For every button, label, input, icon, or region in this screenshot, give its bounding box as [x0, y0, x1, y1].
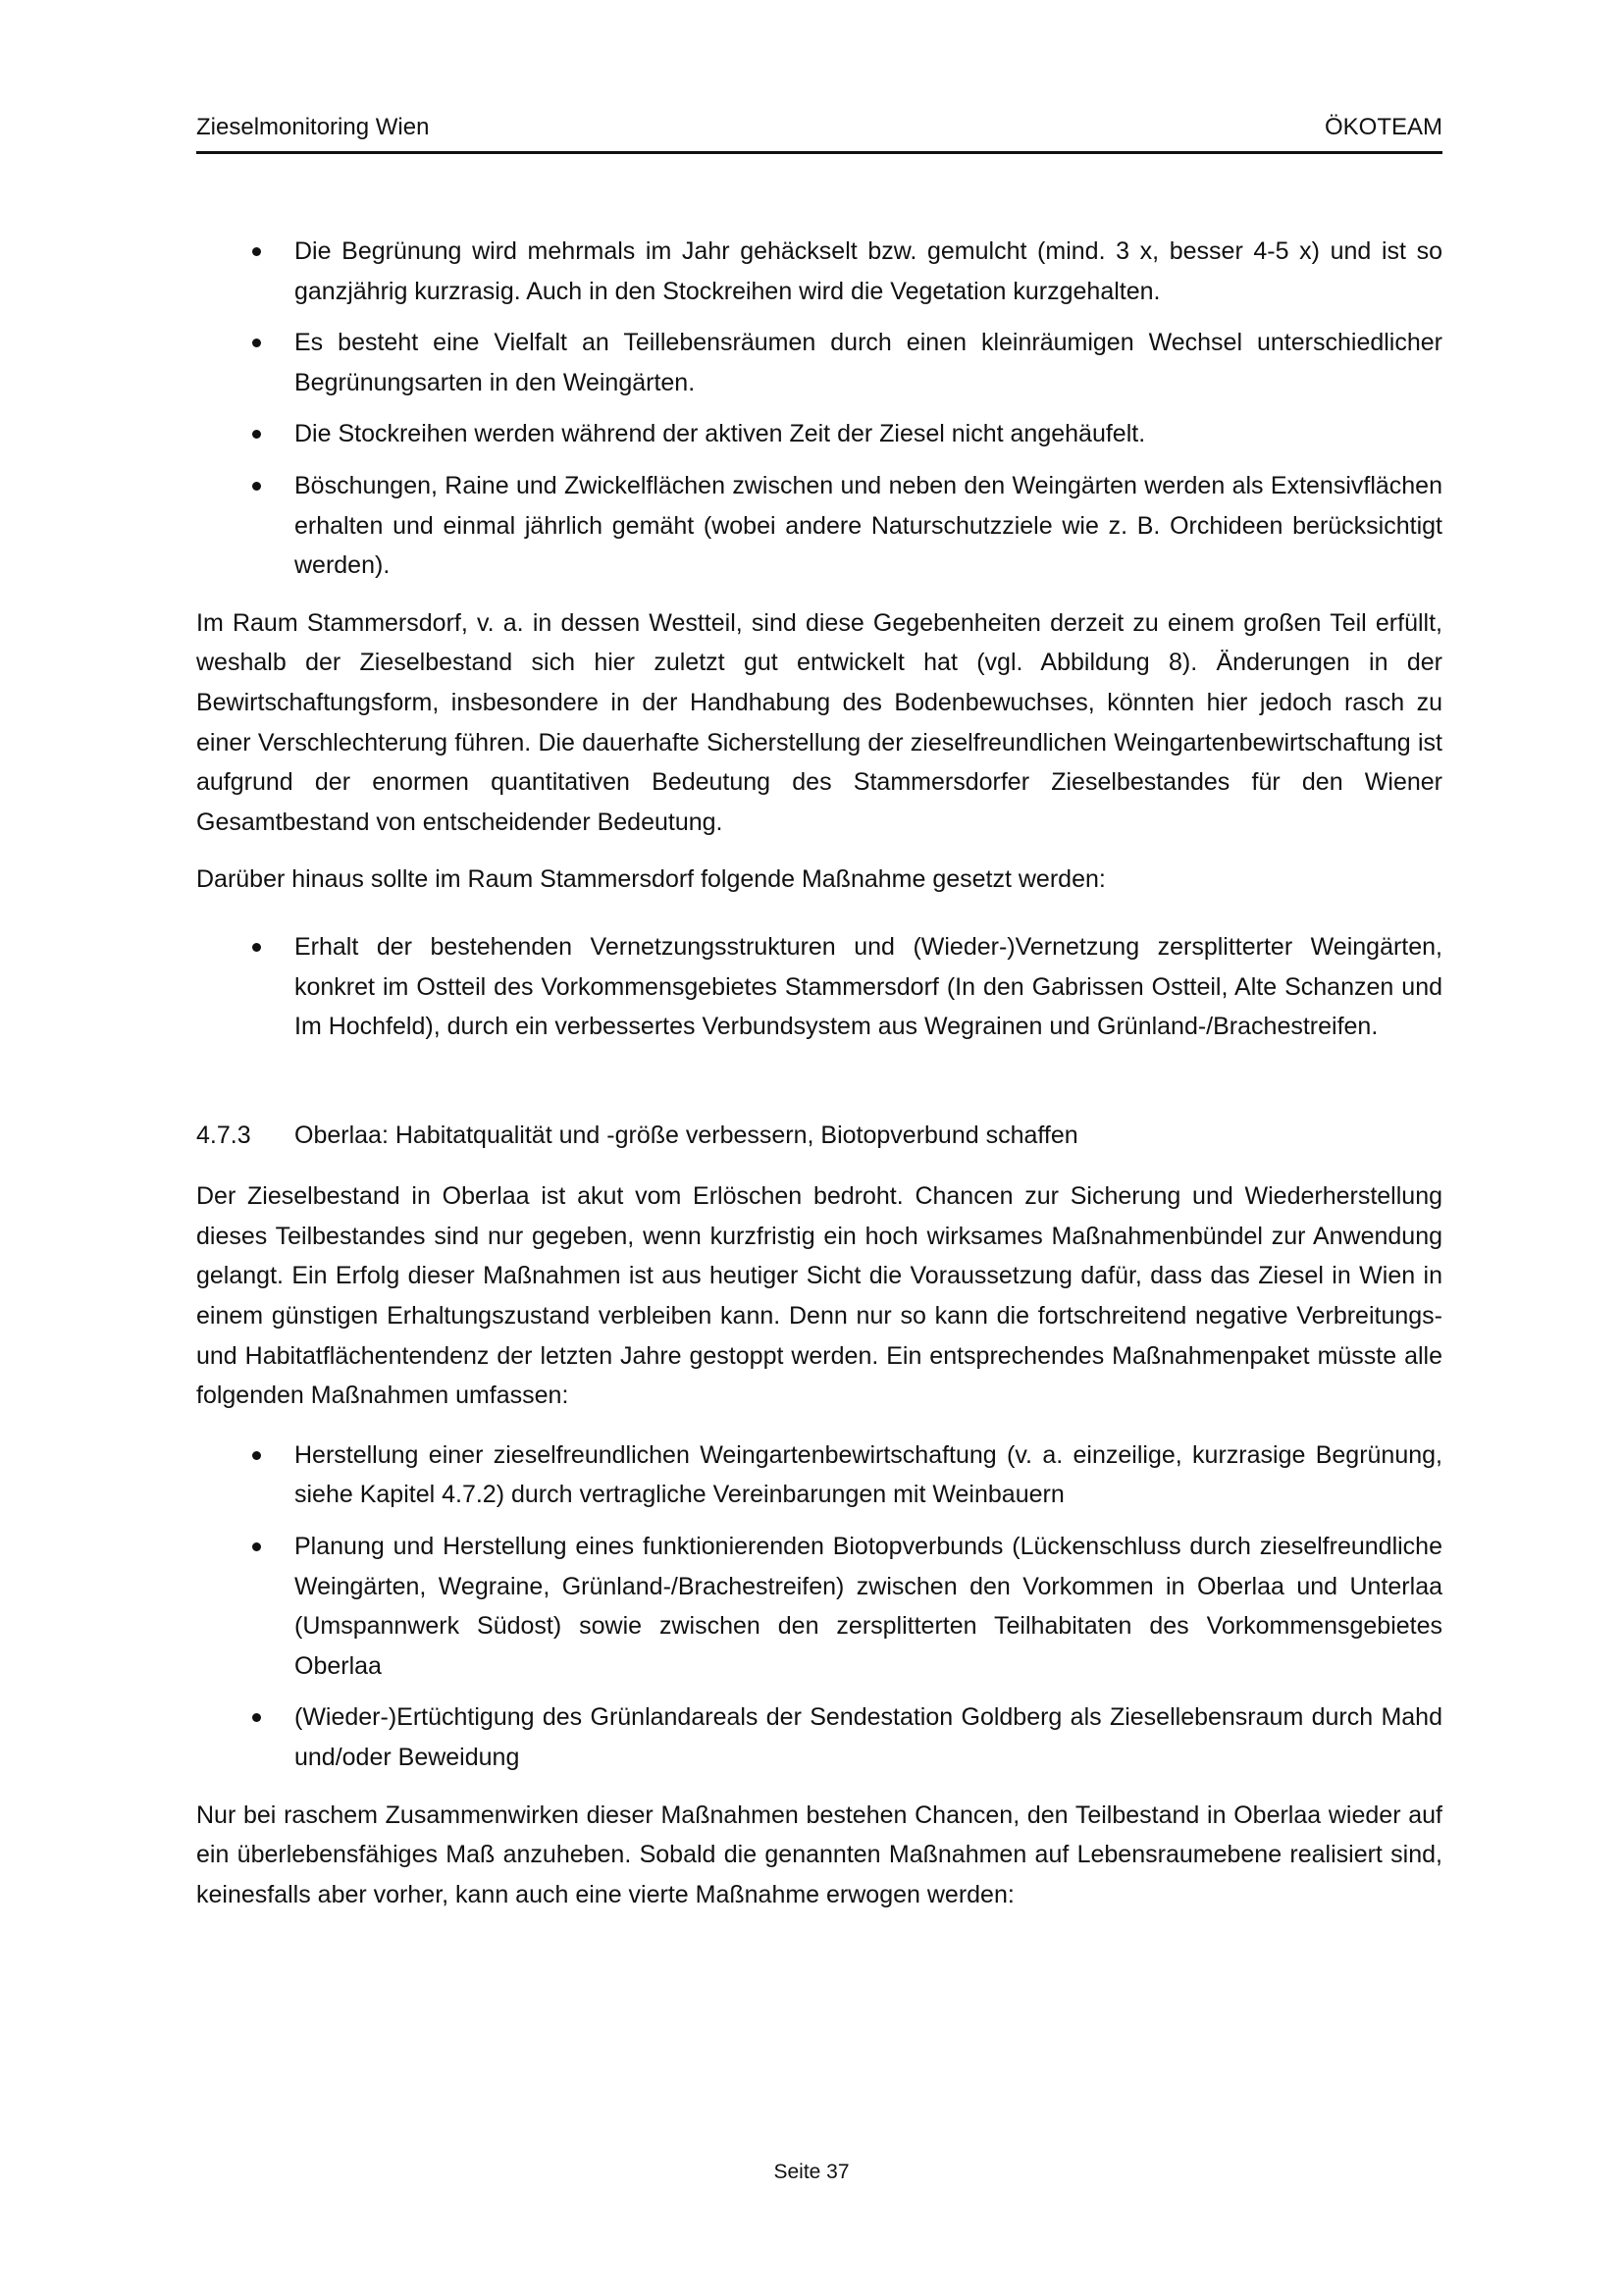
section-number: 4.7.3	[196, 1121, 251, 1149]
bullet-icon	[252, 339, 261, 347]
bullet-list-stammersdorf	[196, 927, 1442, 1047]
header-organization: ÖKOTEAM	[1324, 114, 1442, 140]
list-item	[196, 1527, 1442, 1686]
list-item	[196, 323, 1442, 402]
paragraph: Nur bei raschem Zusammenwirken dieser Maßnahmen bestehen Chancen, den Teilbestand in Oberlaa wieder auf ein überlebensfähiges Maß anzuheben. Sobald die genannten Maßnahmen auf Lebensraumebene realisiert sind, keinesfalls aber vorher, kann auch eine vierte Maßnahme erwogen werden:	[196, 1800, 1442, 1908]
paragraph: Im Raum Stammersdorf, v. a. in dessen Westteil, sind diese Gegebenheiten derzeit zu einem großen Teil erfüllt, weshalb der Zieselbestand sich hier zuletzt gut entwickelt hat (vgl. Abbildung 8). Änderungen in der Bewirtschaftungsform, insbesondere in der Handhabung des Bodenbewuchses, könnten hier jedoch rasch zu einer Verschlechterung führen. Die dauerhafte Sicherstellung der zieselfreundlichen Weingartenbewirtschaftung ist aufgrund der enormen quantitativen Bedeutung des Stammersdorfer Zieselbestandes für den Wiener Gesamtbestand von entscheidender Bedeutung.	[196, 608, 1442, 836]
list-item-text: (Wieder-)Ertüchtigung des Grünlandareals der Sendestation Goldberg als Ziesellebensraum durch Mahd und/oder Beweidung	[294, 1703, 1442, 1771]
page-number: Seite 37	[773, 2161, 850, 2183]
bullet-icon	[252, 943, 261, 952]
page-header	[196, 114, 1442, 154]
bullet-icon	[252, 430, 261, 439]
list-item-text: Die Begrünung wird mehrmals im Jahr gehäckselt bzw. gemulcht (mind. 3 x, besser 4-5 x) und ist so ganzjährig kurzrasig. Auch in den Stockreihen wird die Vegetation kurzgehalten.	[294, 237, 1442, 305]
list-item-text: Böschungen, Raine und Zwickelflächen zwischen und neben den Weingärten werden als Extensivflächen erhalten und einmal jährlich gemäht (wobei andere Naturschutzziele wie z. B. Orchideen berücksichtigt werden).	[294, 471, 1442, 580]
list-item-text: Erhalt der bestehenden Vernetzungsstrukturen und (Wieder-)Vernetzung zersplitterter Weingärten, konkret im Ostteil des Vorkommensgebietes Stammersdorf (In den Gabrissen Ostteil, Alte Schanzen und Im Hochfeld), durch ein verbessertes Verbundsystem aus Wegrainen und Grünland-/Brachestreifen.	[294, 932, 1442, 1041]
bullet-icon	[252, 1451, 261, 1460]
list-item	[196, 927, 1442, 1047]
list-item-text: Planung und Herstellung eines funktionierenden Biotopverbunds (Lückenschluss durch zieselfreundliche Weingärten, Wegraine, Grünland-/Brachestreifen) zwischen den Vorkommen in Oberlaa und Unterlaa (Umspannwerk Südost) sowie zwischen den zersplitterten Teilhabitaten des Vorkommensgebietes Oberlaa	[294, 1533, 1442, 1680]
list-item	[196, 1697, 1442, 1777]
bullet-list-oberlaa	[196, 1435, 1442, 1778]
bullet-icon	[252, 482, 261, 491]
list-item	[196, 1435, 1442, 1515]
bullet-icon	[252, 247, 261, 256]
section-title: Oberlaa: Habitatqualität und -größe verbessern, Biotopverbund schaffen	[294, 1121, 1078, 1149]
list-item-text: Die Stockreihen werden während der aktiven Zeit der Ziesel nicht angehäufelt.	[294, 420, 1146, 448]
header-title: Zieselmonitoring Wien	[196, 114, 430, 140]
bullet-icon	[252, 1713, 261, 1722]
list-item-text: Herstellung einer zieselfreundlichen Weingartenbewirtschaftung (v. a. einzeilige, kurzrasige Begrünung, siehe Kapitel 4.7.2) durch vertragliche Vereinbarungen mit Weinbauern	[294, 1440, 1442, 1509]
section-heading	[196, 1116, 1442, 1156]
list-item	[196, 414, 1442, 454]
list-item-text: Es besteht eine Vielfalt an Teillebensräumen durch einen kleinräumigen Wechsel unterschiedlicher Begrünungsarten in den Weingärten.	[294, 329, 1442, 396]
list-item	[196, 232, 1442, 311]
list-item	[196, 466, 1442, 586]
bullet-list-criteria	[196, 232, 1442, 586]
bullet-icon	[252, 1542, 261, 1551]
paragraph: Darüber hinaus sollte im Raum Stammersdorf folgende Maßnahme gesetzt werden:	[196, 865, 1106, 894]
page-content	[196, 232, 1442, 1932]
paragraph: Der Zieselbestand in Oberlaa ist akut vom Erlöschen bedroht. Chancen zur Sicherung und Wiederherstellung dieses Teilbestandes sind nur gegeben, wenn kurzfristig ein hoch wirksames Maßnahmenbündel zur Anwendung gelangt. Ein Erfolg dieser Maßnahmen ist aus heutiger Sicht die Voraussetzung dafür, dass das Ziesel in Wien in einem günstigen Erhaltungszustand verbleiben kann. Denn nur so kann die fortschreitend negative Verbreitungs- und Habitatflächentendenz der letzten Jahre gestoppt werden. Ein entsprechendes Maßnahmenpaket müsste alle folgenden Maßnahmen umfassen:	[196, 1182, 1442, 1410]
